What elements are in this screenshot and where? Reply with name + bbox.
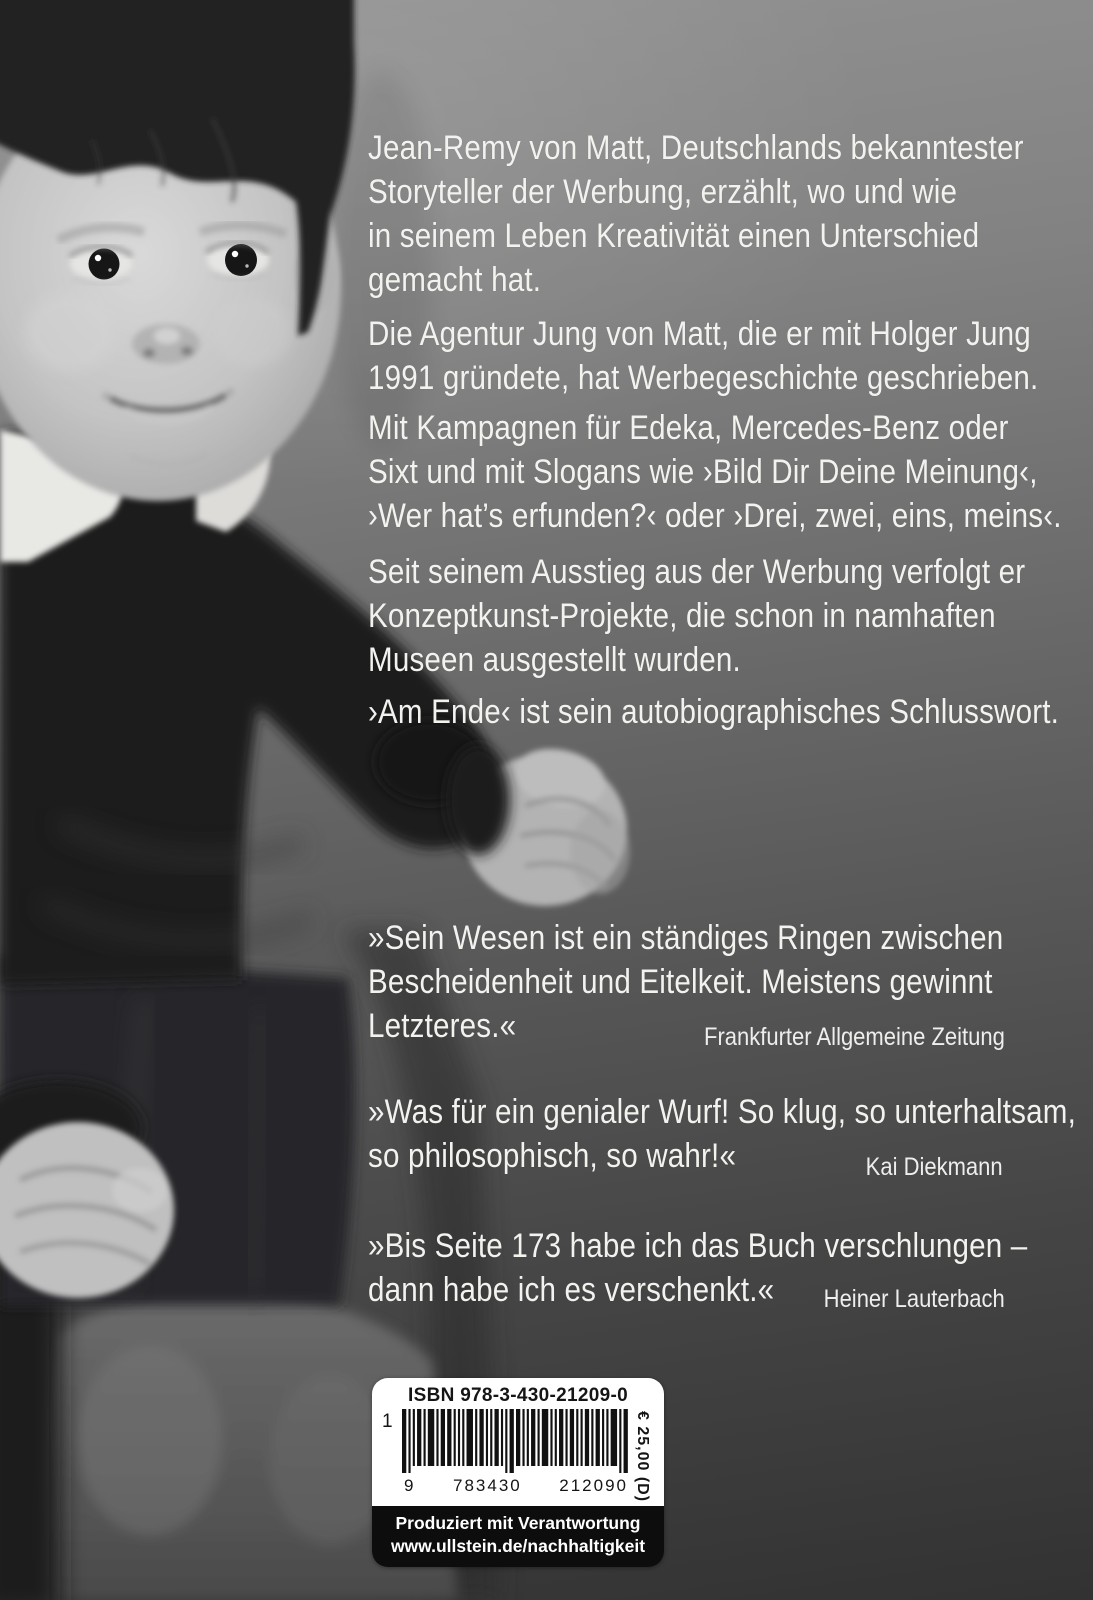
blurb-paragraph-4: Seit seinem Ausstieg aus der Werbung verfolgt er Konzeptkunst-Projekte, die schon in namhaften Museen ausgestellt wurden. [368, 553, 1026, 679]
ean-number-system-digit: 1 [382, 1411, 393, 1432]
press-quote-faz: »Sein Wesen ist ein ständiges Ringen zwischen Bescheidenheit und Eitelkeit. Meistens gewinnt Letzteres.« [368, 919, 1004, 1045]
ean-digits [402, 1476, 630, 1496]
blurb-paragraph-3: Mit Kampagnen für Edeka, Mercedes-Benz oder Sixt und mit Slogans wie ›Bild Dir Deine Meinung‹, ›Wer hat’s erfunden?‹ oder ›Drei, zwei, eins, meins‹. [368, 409, 1062, 535]
ean-digit-group: 9 [404, 1476, 416, 1495]
blurb-paragraph-2: Die Agentur Jung von Matt, die er mit Holger Jung 1991 gründete, hat Werbegeschichte geschrieben. [368, 315, 1039, 397]
sustainability-url: www.ullstein.de/nachhaltigkeit [390, 1536, 646, 1557]
ean-barcode [402, 1409, 630, 1473]
press-quote-diekmann: »Was für ein genialer Wurf! So klug, so unterhaltsam, so philosophisch, so wahr!« [368, 1093, 1076, 1175]
quote-attribution-faz: Frankfurter Allgemeine Zeitung [704, 1023, 1005, 1051]
barcode-label-white [372, 1378, 664, 1506]
ean-digit-group: 783430 [453, 1476, 522, 1495]
ean-digit-group: 212090 [559, 1476, 628, 1495]
quote-attribution-lauterbach: Heiner Lauterbach [823, 1285, 1005, 1313]
sleeve-cuff [446, 745, 510, 855]
sustainability-line-1: Produziert mit Verantwortung [395, 1513, 641, 1534]
press-quote-lauterbach: »Bis Seite 173 habe ich das Buch verschlungen – dann habe ich es verschenkt.« [368, 1227, 1028, 1309]
isbn-text: ISBN 978-3-430-21209-0 [408, 1385, 628, 1406]
blurb-paragraph-5: ›Am Ende‹ ist sein autobiographisches Schlusswort. [368, 693, 1060, 731]
quote-attribution-diekmann: Kai Diekmann [866, 1153, 1003, 1181]
toddler-nose [132, 324, 200, 364]
blurb-paragraph-1: Jean-Remy von Matt, Deutschlands bekanntester Storyteller der Werbung, erzählt, wo und wie in seinem Leben Kreativität einen Unterschied gemacht hat. [368, 129, 1024, 299]
sustainability-footer [372, 1506, 664, 1567]
price-text: € 25,00 (D) [634, 1411, 651, 1503]
barcode-label [372, 1378, 664, 1567]
